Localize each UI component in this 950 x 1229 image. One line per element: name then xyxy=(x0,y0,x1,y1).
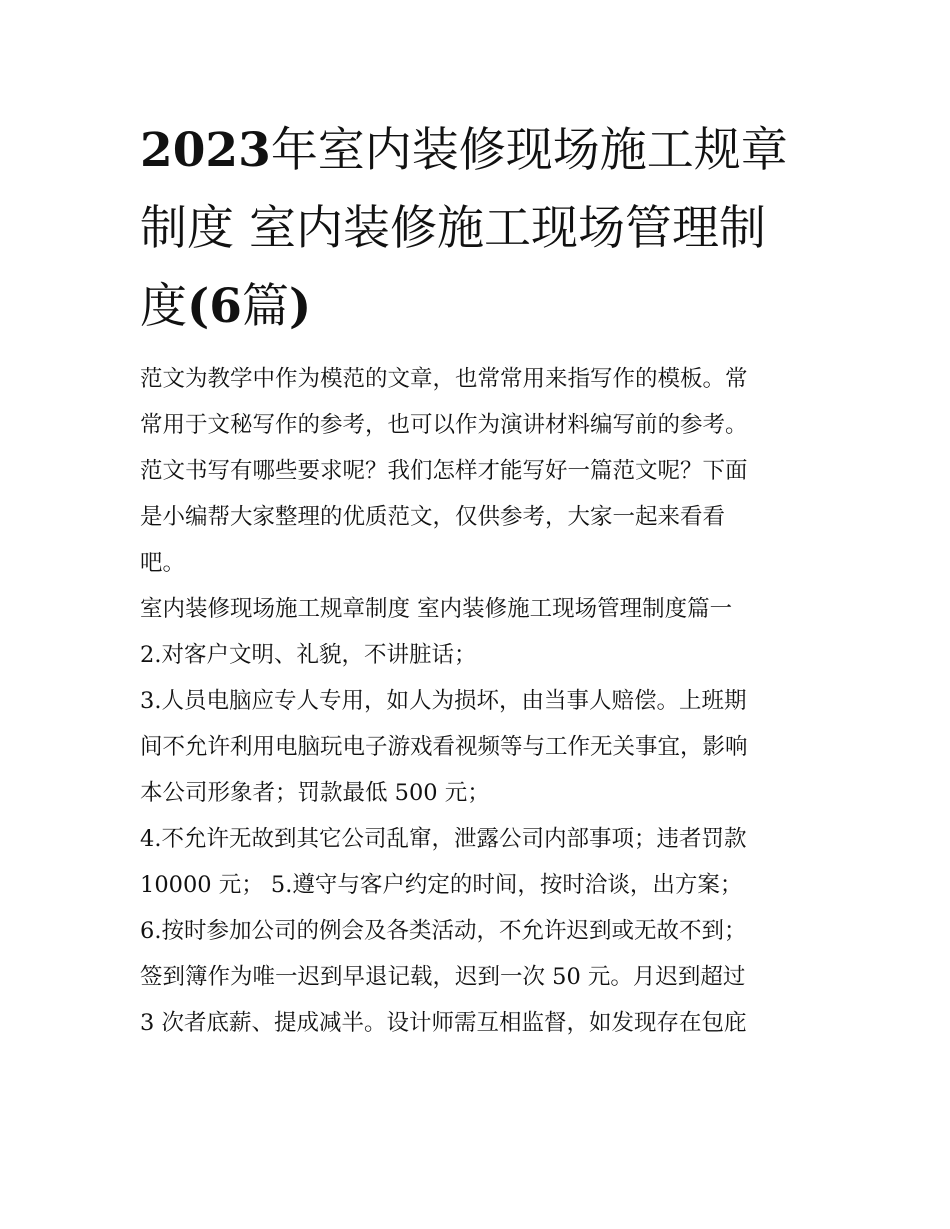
document-body xyxy=(140,356,820,1046)
title-count-unit: 篇 xyxy=(241,279,289,334)
section-heading: 室内装修现场施工规章制度 室内装修施工现场管理制度篇一 xyxy=(140,596,733,622)
list-item-continuation: 签到簿作为唯一迟到早退记载，迟到一次 50 元。月迟到超过 xyxy=(140,964,746,990)
title-year: 2023 xyxy=(140,123,271,178)
title-count-open: (6 xyxy=(187,279,242,334)
document-title xyxy=(140,112,820,346)
list-item: 6.按时参加公司的例会及各类活动，不允许迟到或无故不到； xyxy=(140,918,747,944)
list-item-continuation: 间不允许利用电脑玩电子游戏看视频等与工作无关事宜，影响 xyxy=(140,734,748,760)
list-item: 3.人员电脑应专人专用，如人为损坏，由当事人赔偿。上班期 xyxy=(140,688,747,714)
paragraph-line: 是小编帮大家整理的优质范文，仅供参考，大家一起来看看 xyxy=(140,504,726,530)
list-item-continuation: 3 次者底薪、提成减半。设计师需互相监督，如发现存在包庇 xyxy=(140,1010,747,1036)
paragraph-line: 吧。 xyxy=(140,550,186,576)
list-item: 2.对客户文明、礼貌，不讲脏话； xyxy=(140,642,477,668)
paragraph-line: 范文书写有哪些要求呢？我们怎样才能写好一篇范文呢？下面 xyxy=(140,458,748,484)
title-line3-pre: 度 xyxy=(140,279,187,334)
paragraph-line: 常用于文秘写作的参考，也可以作为演讲材料编写前的参考。 xyxy=(140,412,748,438)
list-item-continuation: 本公司形象者；罚款最低 500 元； xyxy=(140,780,490,806)
list-item: 10000 元； 5.遵守与客户约定的时间，按时洽谈，出方案； xyxy=(140,872,743,898)
title-count-close: ) xyxy=(288,279,312,334)
title-line1-text: 年室内装修现场施工规章 xyxy=(270,123,788,178)
list-item: 4.不允许无故到其它公司乱窜，泄露公司内部事项；违者罚款 xyxy=(140,826,747,852)
paragraph-line: 范文为教学中作为模范的文章，也常常用来指写作的模板。常 xyxy=(140,366,748,392)
title-line2-text: 制度 室内装修施工现场管理制 xyxy=(140,201,766,256)
